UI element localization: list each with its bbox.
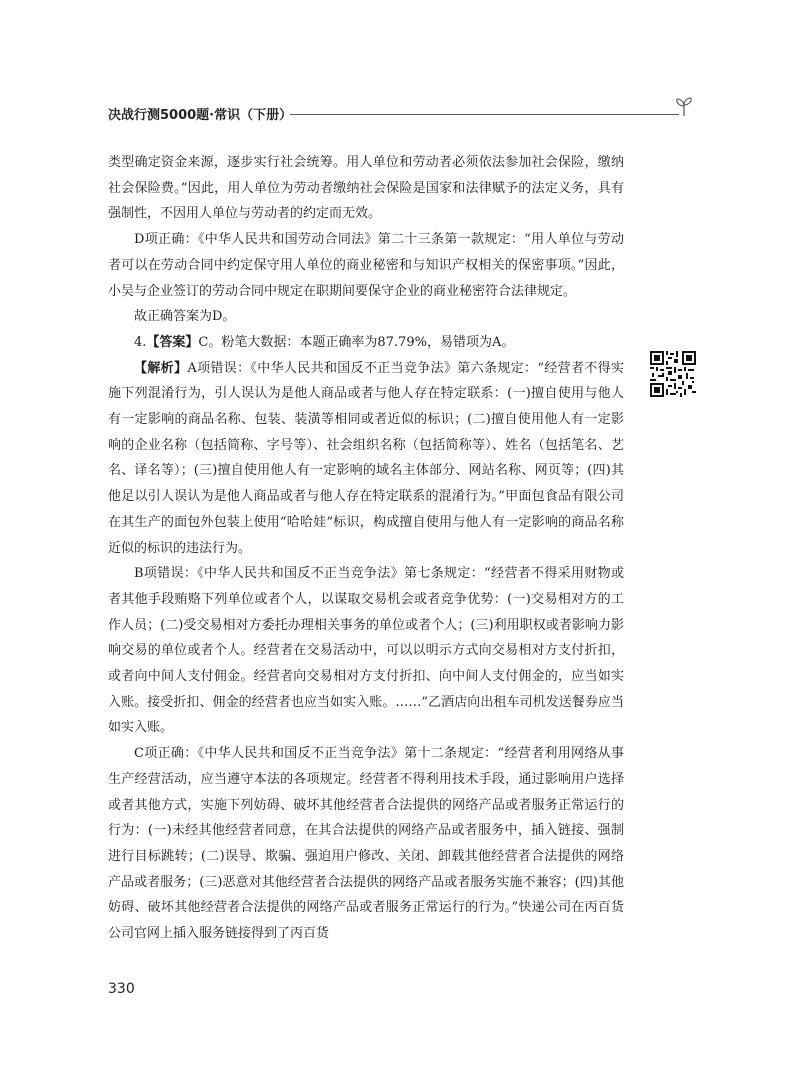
paragraph-option-c: C项正确：《中华人民共和国反不正当竞争法》第十二条规定：“经营者利用网络从事生产经营活动，应当遵守本法的各项规定。经营者不得利用技术手段，通过影响用户选择或者其他方式，实施下列妨碍、破坏其他经营者合法提供的网络产品或者服务正常运行的行为：(一)未经其他经营者同意，在其合法提供的网络产品或者服务中，插入链接、强制进行目标跳转；(二)误导、欺骗、强迫用户修改、关闭、卸载其他经营者合法提供的网络产品或者服务；(三)恶意对其他经营者合法提供的网络产品或者服务实施不兼容；(四)其他妨碍、破坏其他经营者合法提供的网络产品或者服务正常运行的行为。”快递公司在丙百货公司官网上插入服务链接得到了丙百货: [108, 746, 624, 942]
page-body: [108, 150, 624, 947]
analysis-text: A项错误：《中华人民共和国反不正当竞争法》第六条规定：“经营者不得实施下列混淆行为，引人误认为是他人商品或者与他人存在特定联系：(一)擅自使用与他人有一定影响的商品名称、包装、装潢等相同或者近似的标识；(二)擅自使用他人有一定影响的企业名称（包括简称、字号等）、社会组织名称（包括简称等）、姓名（包括笔名、艺名、译名等）；(三)擅自使用他人有一定影响的域名主体部分、网站名称、网页等；(四)其他足以引人误认为是他人商品或者与他人存在特定联系的混淆行为。”甲面包食品有限公司在其生产的面包外包装上使用“哈哈娃”标识，构成擅自使用与他人有一定影响的商品名称近似的标识的违法行为。: [108, 360, 624, 556]
page-header: [108, 100, 693, 128]
header-rule: [290, 114, 679, 115]
sprout-icon: [673, 96, 695, 118]
answer-line: [108, 330, 624, 356]
paragraph-option-b: B项错误：《中华人民共和国反不正当竞争法》第七条规定：“经营者不得采用财物或者其他手段贿赂下列单位或者个人，以谋取交易机会或者竞争优势：(一)交易相对方的工作人员；(二)受交易相对方委托办理相关事务的单位或者个人；(三)利用职权或者影响力影响交易的单位或者个人。经营者在交易活动中，可以以明示方式向交易相对方支付折扣，或者向中间人支付佣金。经营者向交易相对方支付折扣、向中间人支付佣金的，应当如实入账。接受折扣、佣金的经营者也应当如实入账。……”乙酒店向出租车司机发送餐券应当如实入账。: [108, 566, 624, 736]
page-number: 330: [108, 981, 135, 997]
analysis-paragraph: [108, 356, 624, 562]
paragraph-conclusion: 故正确答案为D。: [134, 309, 236, 325]
qr-code-icon[interactable]: [650, 351, 696, 397]
paragraph-option-d: D项正确：《中华人民共和国劳动合同法》第二十三条第一款规定：“用人单位与劳动者可以在劳动合同中约定保守用人单位的商业秘密和与知识产权相关的保密事项。”因此，小吴与企业签订的劳动合同中规定在职期间要保守企业的商业秘密符合法律规定。: [108, 232, 624, 299]
analysis-label: 【解析】: [134, 360, 188, 376]
paragraph-continued: 类型确定资金来源，逐步实行社会统筹。用人单位和劳动者必须依法参加社会保险，缴纳社会保险费。”因此，用人单位为劳动者缴纳社会保险是国家和法律赋予的法定义务，具有强制性，不因用人单位与劳动者的约定而无效。: [108, 155, 624, 222]
question-number: 4.: [134, 334, 147, 350]
answer-label: 【答案】: [146, 334, 199, 350]
answer-text: C。粉笔大数据：本题正确率为87.79%，易错项为A。: [198, 334, 515, 350]
book-title: 决战行测5000题·常识（下册）: [108, 108, 293, 123]
